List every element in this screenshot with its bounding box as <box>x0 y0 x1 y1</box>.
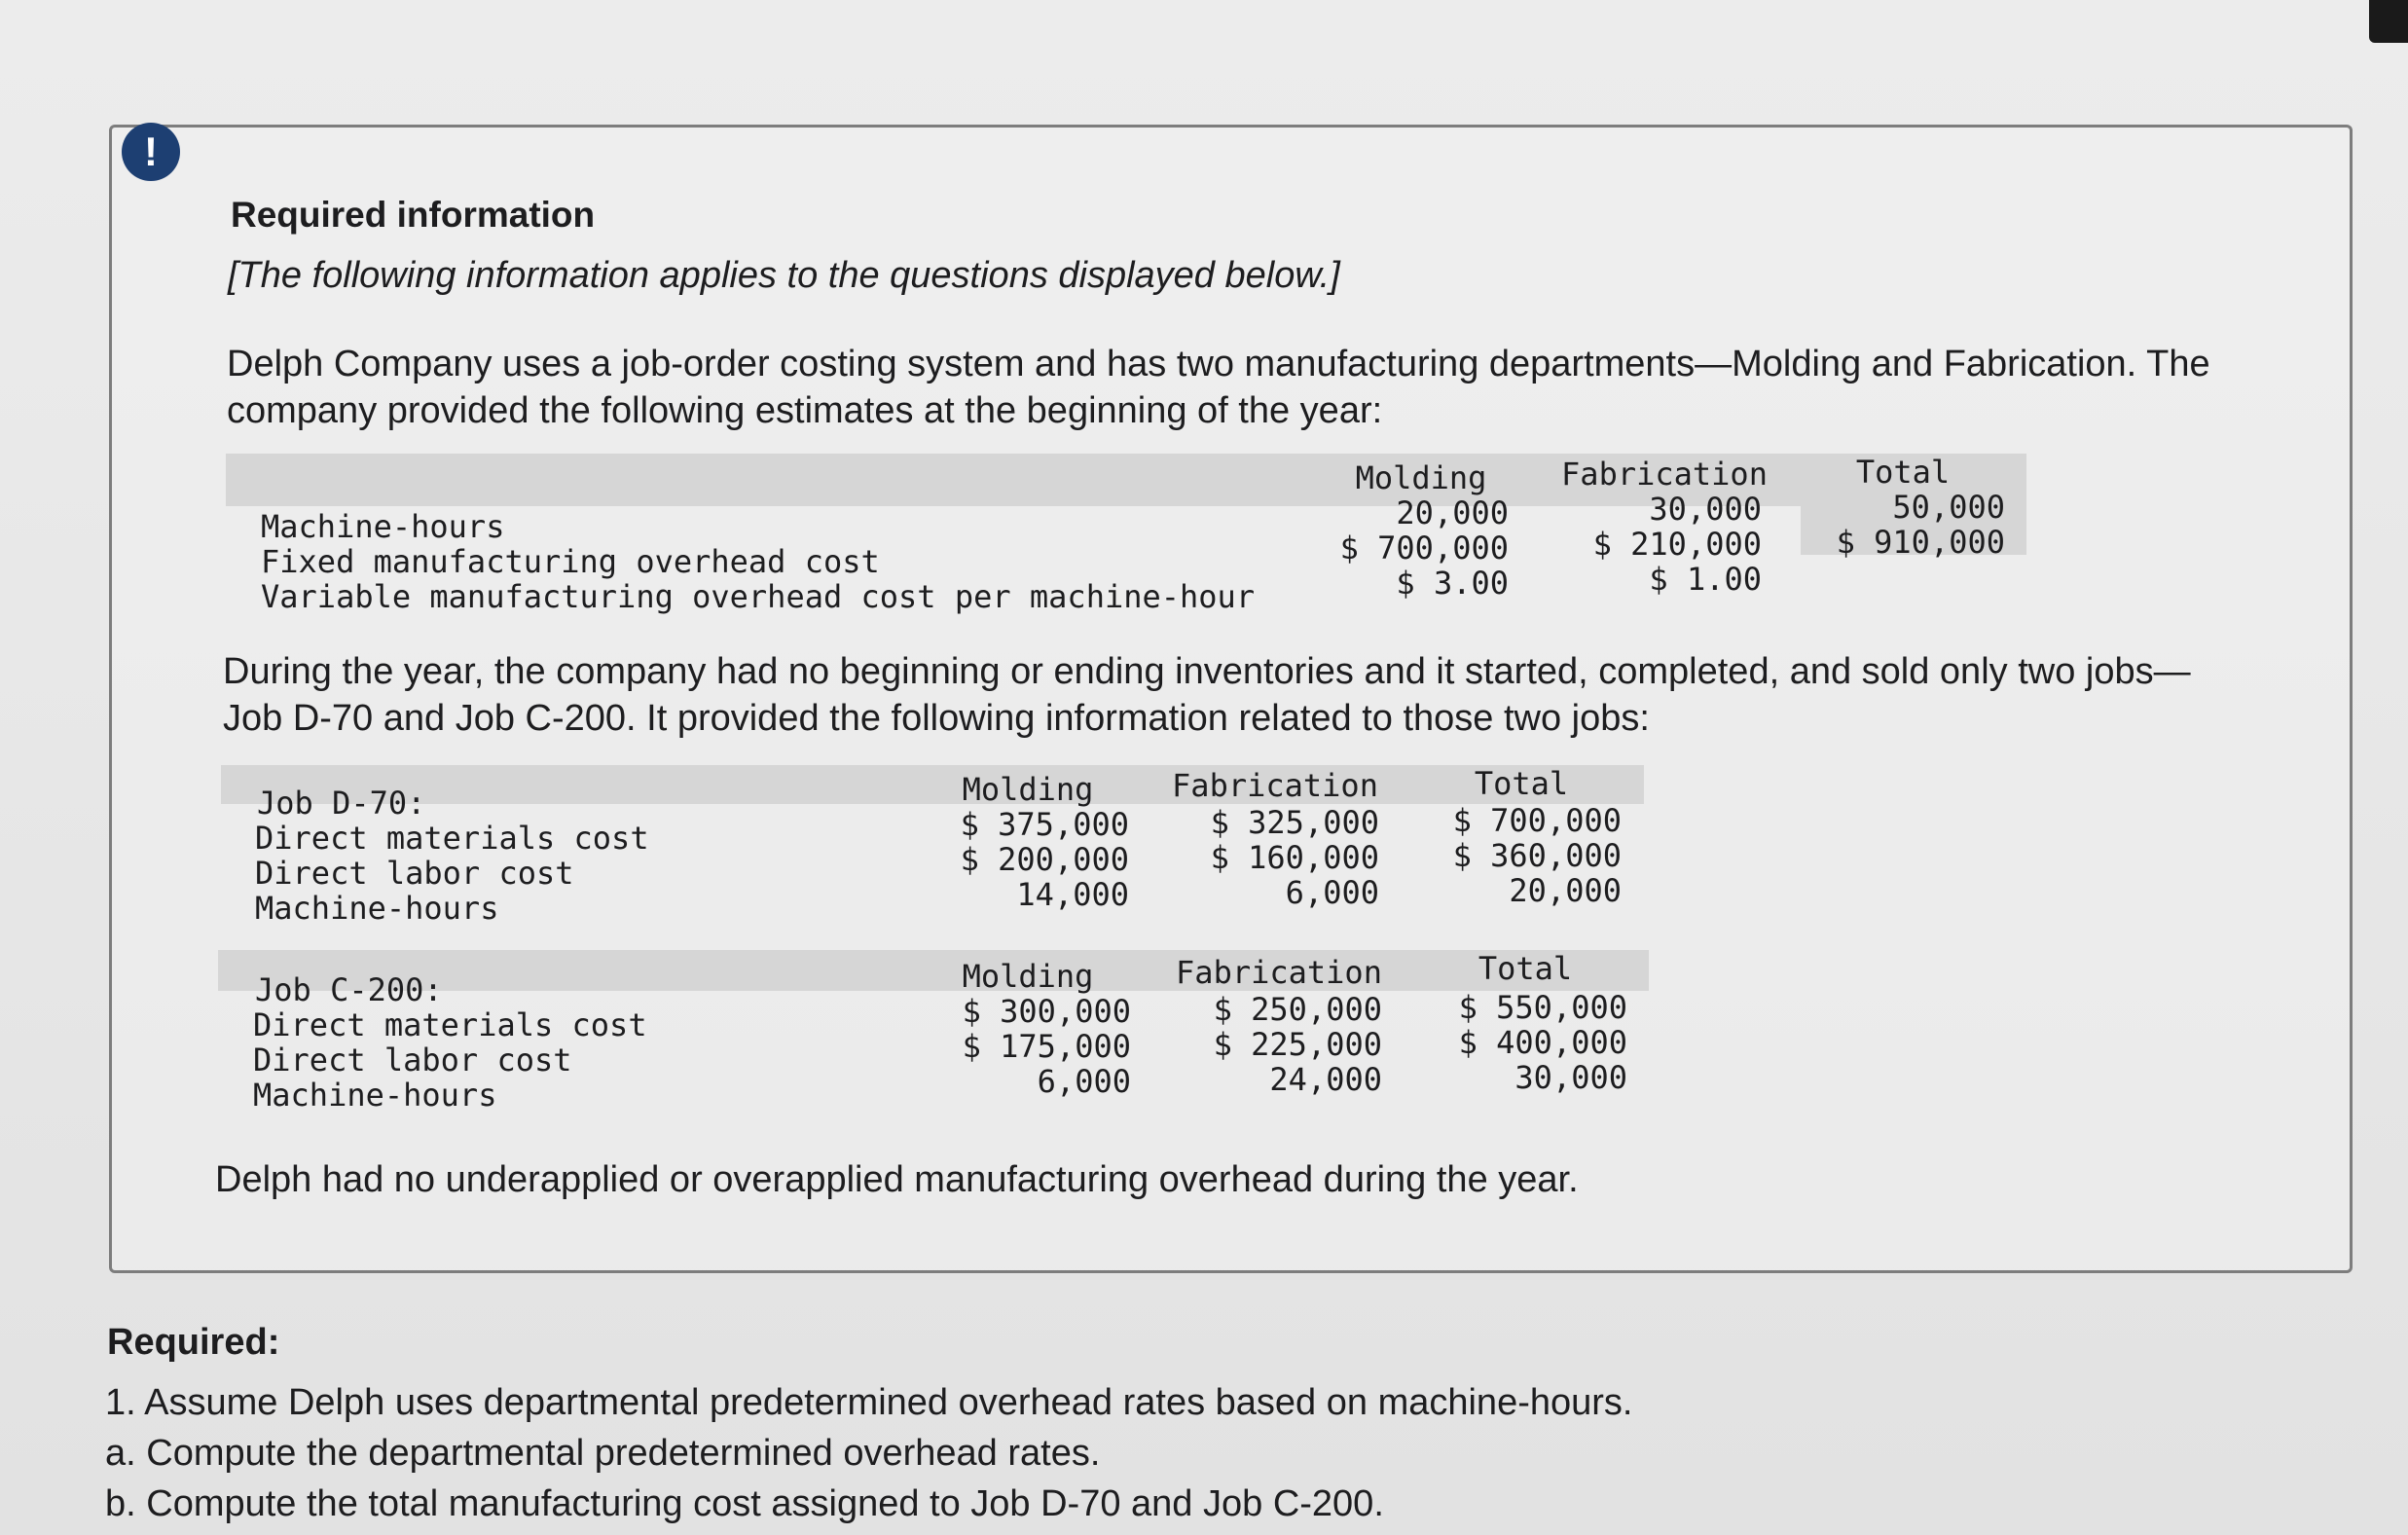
job-c200-row-label: Machine-hours <box>253 1077 497 1114</box>
closing-text: Delph had no underapplied or overapplied manufacturing overhead during the year. <box>215 1159 1579 1200</box>
intro-paragraph <box>227 341 2212 434</box>
job-c200-cell: 6,000 <box>1037 1063 1131 1100</box>
estimates-col-fabrication: Fabrication <box>1561 456 1768 493</box>
job-d70-cell: $ 200,000 <box>960 841 1129 878</box>
job-c200-cell: $ 550,000 <box>1458 989 1627 1026</box>
job-d70-col-total: Total <box>1474 765 1569 802</box>
job-c200-row-label: Direct labor cost <box>253 1042 572 1078</box>
job-d70-col-fabrication: Fabrication <box>1172 767 1378 804</box>
job-d70-header-band <box>221 765 1644 804</box>
job-d70-cell: $ 700,000 <box>1452 802 1622 839</box>
estimates-row-label: Variable manufacturing overhead cost per machine-hour <box>261 578 1256 615</box>
estimates-row-label: Fixed manufacturing overhead cost <box>261 543 880 580</box>
job-d70-cell: 6,000 <box>1285 874 1379 911</box>
job-d70-cell: $ 375,000 <box>960 806 1129 843</box>
job-d70-cell: $ 160,000 <box>1210 839 1379 876</box>
estimates-col-molding: Molding <box>1355 459 1487 496</box>
job-d70-cell: 14,000 <box>1016 876 1129 913</box>
estimates-cell: $ 3.00 <box>1396 565 1509 602</box>
job-c200-cell: 30,000 <box>1514 1059 1627 1096</box>
job-d70-cell: $ 360,000 <box>1452 837 1622 874</box>
required-line-2: a. Compute the departmental predetermined overhead rates. <box>105 1433 1101 1474</box>
job-d70-row-label: Direct materials cost <box>255 820 649 857</box>
job-d70-row-label: Direct labor cost <box>255 855 574 892</box>
job-c200-cell: $ 225,000 <box>1213 1026 1382 1063</box>
job-d70-col-molding: Molding <box>962 771 1094 808</box>
job-c200-cell: 24,000 <box>1269 1061 1382 1098</box>
estimates-cell: 50,000 <box>1892 489 2005 526</box>
estimates-cell: 30,000 <box>1649 491 1762 528</box>
job-c200-cell: $ 400,000 <box>1458 1024 1627 1061</box>
job-c200-cell: $ 300,000 <box>962 993 1131 1030</box>
job-c200-col-total: Total <box>1478 950 1573 987</box>
window-edge-tab <box>2369 0 2408 43</box>
job-c200-col-molding: Molding <box>962 958 1094 995</box>
job-d70-row-label: Machine-hours <box>255 890 499 927</box>
job-c200-cell: $ 250,000 <box>1213 991 1382 1028</box>
job-c200-col-fabrication: Fabrication <box>1176 954 1382 991</box>
intro-line-1: Delph Company uses a job-order costing system and has two manufacturing departments—Molding and Fabrication. The <box>227 344 2210 384</box>
info-subtitle: [The following information applies to the questions displayed below.] <box>228 255 1340 296</box>
job-d70-title: Job D-70: <box>257 785 426 822</box>
estimates-cell: $ 1.00 <box>1649 561 1762 598</box>
during-line-2: Job D-70 and Job C-200. It provided the following information related to those two jobs: <box>223 698 1650 739</box>
estimates-cell: 20,000 <box>1396 494 1509 531</box>
alert-icon: ! <box>122 123 180 181</box>
required-line-1: 1. Assume Delph uses departmental predetermined overhead rates based on machine-hours. <box>105 1382 1633 1423</box>
estimates-row-label: Machine-hours <box>261 508 505 545</box>
estimates-cell: $ 210,000 <box>1592 526 1762 563</box>
required-info-heading: Required information <box>231 195 596 235</box>
intro-line-2: company provided the following estimates at the beginning of the year: <box>227 390 1383 431</box>
required-line-3: b. Compute the total manufacturing cost assigned to Job D-70 and Job C-200. <box>105 1483 1384 1524</box>
during-paragraph <box>223 648 2208 742</box>
job-c200-title: Job C-200: <box>255 971 443 1008</box>
during-line-1: During the year, the company had no beginning or ending inventories and it started, completed, and sold only two jobs— <box>223 651 2191 692</box>
job-d70-cell: $ 325,000 <box>1210 804 1379 841</box>
job-c200-cell: $ 175,000 <box>962 1028 1131 1065</box>
estimates-cell: $ 700,000 <box>1339 530 1509 566</box>
job-c200-row-label: Direct materials cost <box>253 1006 647 1043</box>
required-heading: Required: <box>107 1322 280 1363</box>
estimates-cell: $ 910,000 <box>1836 524 2005 561</box>
estimates-col-total: Total <box>1855 454 1951 491</box>
job-d70-cell: 20,000 <box>1509 872 1622 909</box>
